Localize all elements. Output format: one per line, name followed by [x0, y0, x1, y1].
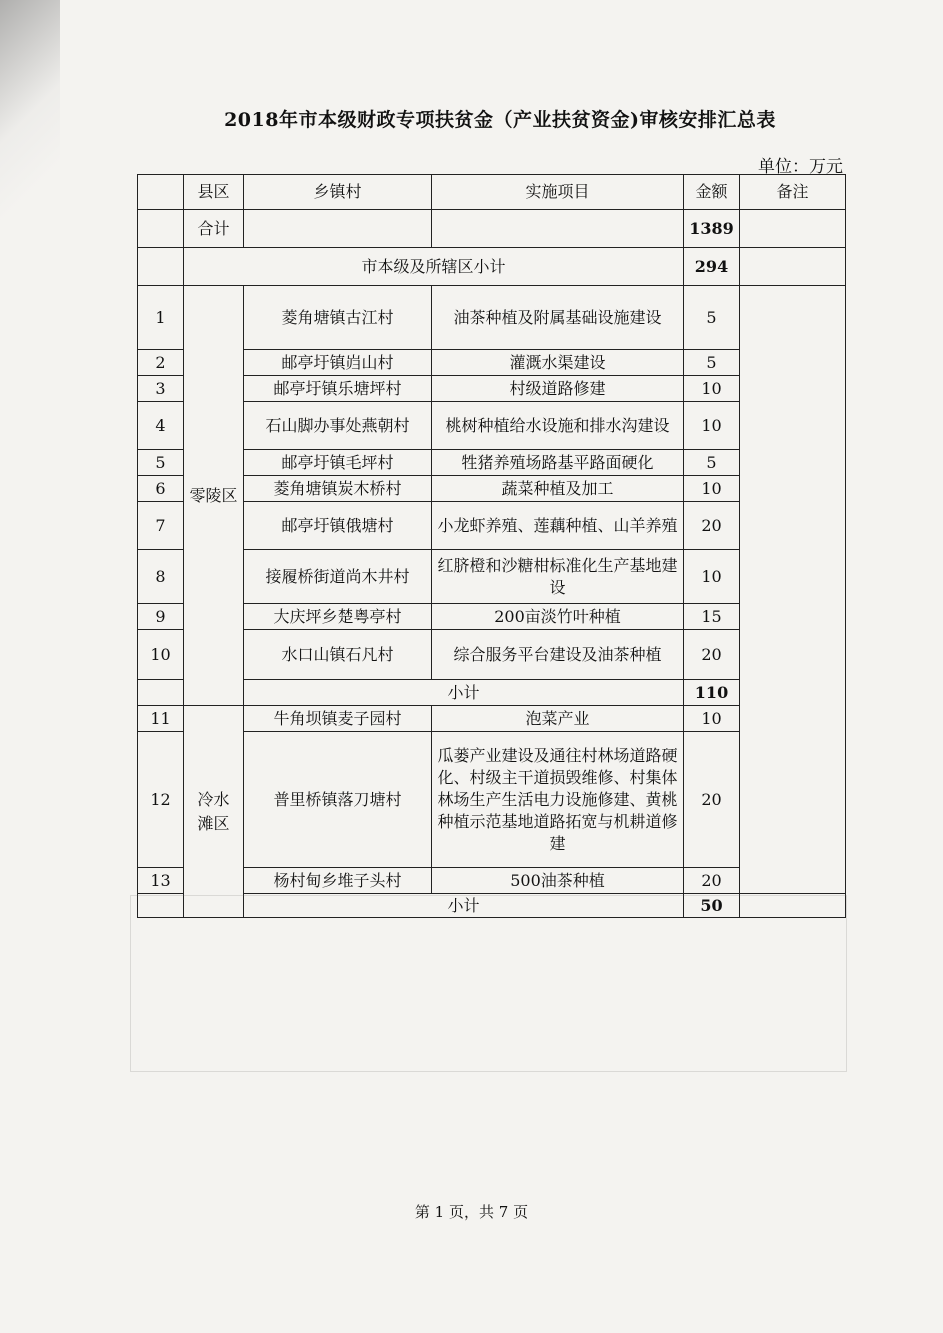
- table-row: [138, 732, 846, 868]
- row-project: 瓜蒌产业建设及通往村林场道路硬化、村级主干道损毁维修、村集体林场生产生活电力设施修建、黄桃种植示范基地道路拓宽与机耕道修建: [432, 732, 684, 868]
- row-amount: 20: [684, 732, 740, 868]
- row-amount: 5: [684, 350, 740, 376]
- row-number: 4: [138, 402, 184, 450]
- header-cell-project: 实施项目: [432, 175, 684, 210]
- header-cell-no: [138, 175, 184, 210]
- row-number: 12: [138, 732, 184, 868]
- row-amount: 20: [684, 630, 740, 680]
- row-town: 接履桥街道尚木井村: [244, 550, 432, 604]
- table-row: [138, 402, 846, 450]
- total-label: 合计: [184, 210, 244, 248]
- row-number: 2: [138, 350, 184, 376]
- city-subtotal-label: 市本级及所辖区小计: [184, 248, 684, 286]
- row-number: 13: [138, 868, 184, 894]
- row-project: 小龙虾养殖、莲藕种植、山羊养殖: [432, 502, 684, 550]
- row-project: 200亩淡竹叶种植: [432, 604, 684, 630]
- row-project: 村级道路修建: [432, 376, 684, 402]
- row-town: 普里桥镇落刀塘村: [244, 732, 432, 868]
- row-town: 邮亭圩镇岿山村: [244, 350, 432, 376]
- row-project: 桃树种植给水设施和排水沟建设: [432, 402, 684, 450]
- table-row: [138, 450, 846, 476]
- table-row: [138, 630, 846, 680]
- table-row: [138, 376, 846, 402]
- city-subtotal-row: [138, 248, 846, 286]
- subtotal-row-lingling: [138, 680, 846, 706]
- table-row: [138, 706, 846, 732]
- row-number: 5: [138, 450, 184, 476]
- table-row: [138, 350, 846, 376]
- table-row: [138, 604, 846, 630]
- row-project: 牲猪养殖场路基平路面硬化: [432, 450, 684, 476]
- city-subtotal-empty: [138, 248, 184, 286]
- row-town: 邮亭圩镇乐塘坪村: [244, 376, 432, 402]
- row-number: 8: [138, 550, 184, 604]
- row-project: 泡菜产业: [432, 706, 684, 732]
- total-amount: 1389: [684, 210, 740, 248]
- header-row: [138, 175, 846, 210]
- row-project: 500油茶种植: [432, 868, 684, 894]
- row-town: 牛角坝镇麦子园村: [244, 706, 432, 732]
- subtotal-empty: [138, 680, 184, 706]
- city-subtotal-remark: [740, 248, 846, 286]
- header-cell-town: 乡镇村: [244, 175, 432, 210]
- page-title: 2018年市本级财政专项扶贫金（产业扶贫资金)审核安排汇总表: [224, 109, 776, 131]
- subtotal-label: 小计: [244, 680, 684, 706]
- total-empty-cell: [432, 210, 684, 248]
- row-number: 6: [138, 476, 184, 502]
- subtotal-label: 小计: [244, 894, 684, 918]
- table-row: [138, 868, 846, 894]
- summary-table: [137, 174, 846, 918]
- total-empty-cell: [138, 210, 184, 248]
- row-project: 蔬菜种植及加工: [432, 476, 684, 502]
- row-amount: 10: [684, 706, 740, 732]
- row-project: 灌溉水渠建设: [432, 350, 684, 376]
- table-row: [138, 502, 846, 550]
- unit-label: 单位：万元: [758, 157, 843, 177]
- row-amount: 20: [684, 502, 740, 550]
- row-amount: 10: [684, 376, 740, 402]
- remark-cell-lingling: [740, 286, 846, 894]
- row-town: 菱角塘镇古江村: [244, 286, 432, 350]
- subtotal-amount: 50: [684, 894, 740, 918]
- row-number: 1: [138, 286, 184, 350]
- row-number: 7: [138, 502, 184, 550]
- row-number: 10: [138, 630, 184, 680]
- row-town: 邮亭圩镇毛坪村: [244, 450, 432, 476]
- row-town: 杨村甸乡堆子头村: [244, 868, 432, 894]
- row-amount: 20: [684, 868, 740, 894]
- header-cell-remark: 备注: [740, 175, 846, 210]
- row-town: 邮亭圩镇俄塘村: [244, 502, 432, 550]
- row-amount: 5: [684, 286, 740, 350]
- row-amount: 10: [684, 476, 740, 502]
- row-town: 菱角塘镇炭木桥村: [244, 476, 432, 502]
- county-cell-lingling: 零陵区: [184, 286, 244, 706]
- row-project: 红脐橙和沙糖柑标准化生产基地建设: [432, 550, 684, 604]
- header-cell-county: 县区: [184, 175, 244, 210]
- row-amount: 15: [684, 604, 740, 630]
- total-row: [138, 210, 846, 248]
- row-amount: 5: [684, 450, 740, 476]
- page-fold-shadow: [0, 0, 60, 260]
- subtotal-amount: 110: [684, 680, 740, 706]
- row-town: 水口山镇石凡村: [244, 630, 432, 680]
- county-label-lengshuitan: 冷水滩区: [197, 789, 230, 833]
- table-row: [138, 476, 846, 502]
- total-remark-cell: [740, 210, 846, 248]
- table-row: [138, 286, 846, 350]
- row-number: 9: [138, 604, 184, 630]
- row-town: 大庆坪乡楚粤亭村: [244, 604, 432, 630]
- total-empty-cell: [244, 210, 432, 248]
- row-project: 综合服务平台建设及油茶种植: [432, 630, 684, 680]
- city-subtotal-amount: 294: [684, 248, 740, 286]
- row-number: 11: [138, 706, 184, 732]
- row-amount: 10: [684, 402, 740, 450]
- header-cell-amount: 金额: [684, 175, 740, 210]
- bleed-through-ghost: [130, 895, 850, 1075]
- page-footer: 第 1 页，共 7 页: [414, 1203, 529, 1221]
- row-number: 3: [138, 376, 184, 402]
- row-town: 石山脚办事处燕朝村: [244, 402, 432, 450]
- row-amount: 10: [684, 550, 740, 604]
- table-row: [138, 550, 846, 604]
- row-project: 油茶种植及附属基础设施建设: [432, 286, 684, 350]
- county-cell-lengshuitan: [184, 706, 244, 918]
